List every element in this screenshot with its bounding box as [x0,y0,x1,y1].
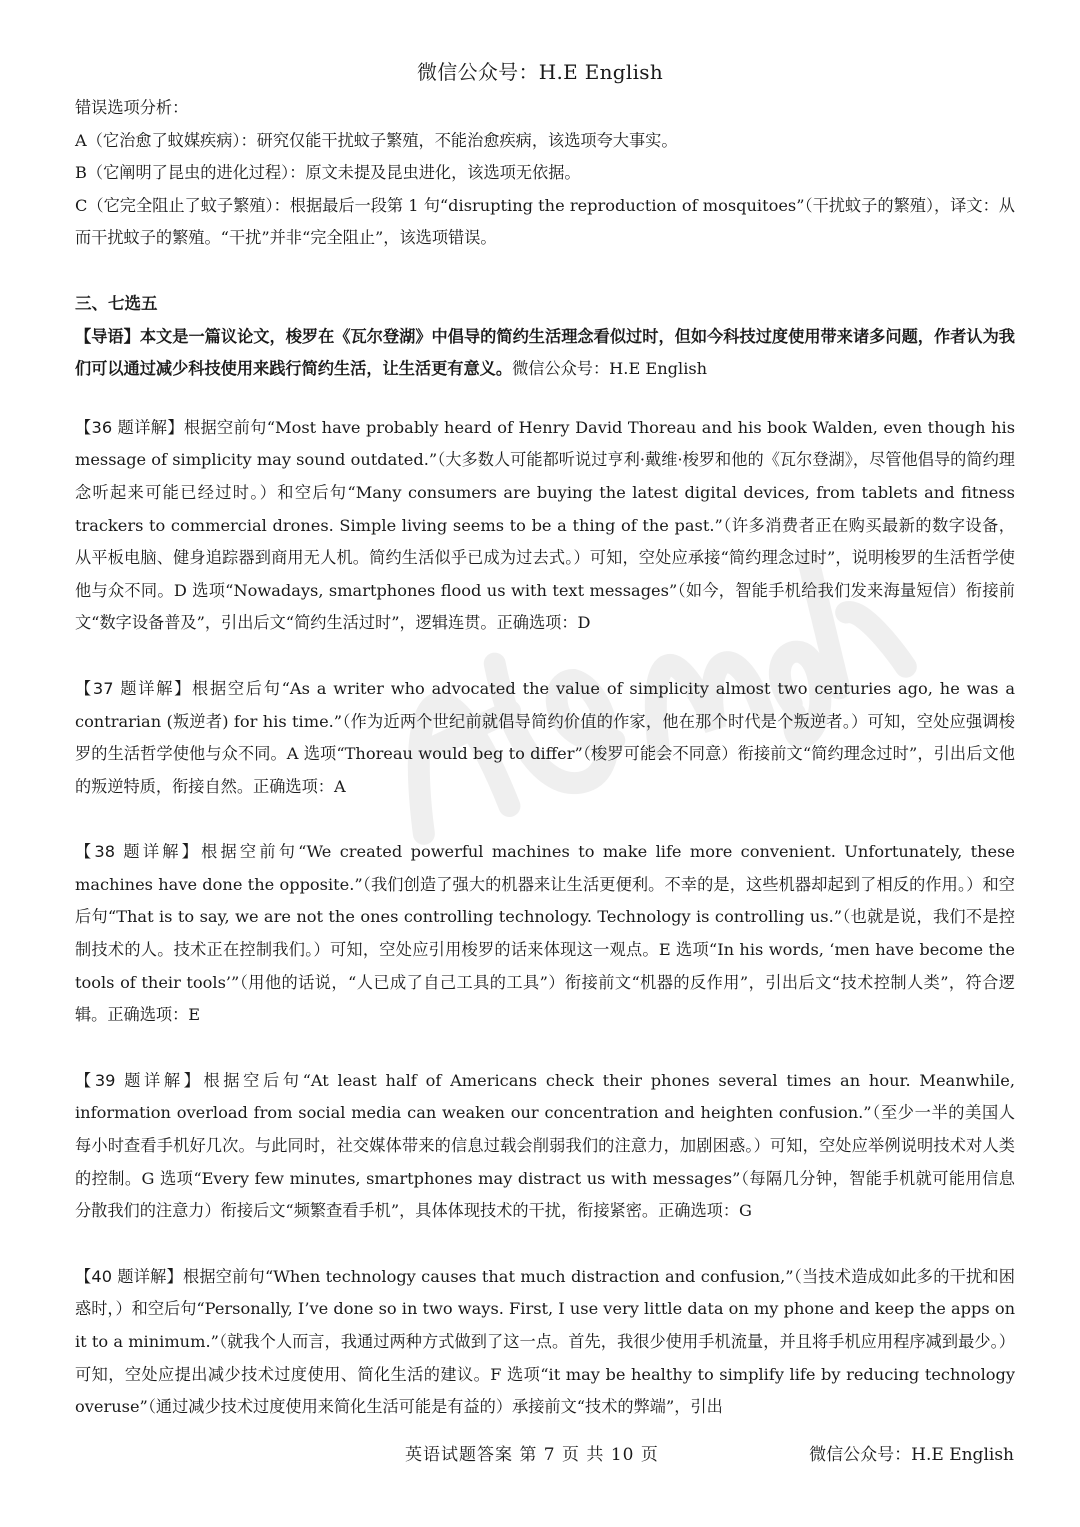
question-37-text: 根据空后句“As a writer who advocated the value of simplicity almost two centuries ago, he was a contrarian (叛逆者) for his time.”（作为近两个世纪前就倡导简约价值的作家，他在那个时代是个叛逆者。）可知，空处应强调梭罗的生活哲学使他与众不同。A 选项“Thoreau would beg to differ”（梭罗可能会不同意）衔接前文“简约理念过时”，引出后文他的叛逆特质，衔接自然。正确选项：A [75,678,1015,796]
question-37-detail [75,673,1015,803]
question-37-label: 【37 题详解】 [75,678,193,698]
section-title: 三、七选五 [75,293,158,313]
question-39-text: 根据空后句“At least half of Americans check their phones several times an hour. Meanwhile, information overload from social media can weaken our concentration and heighten confusion.”（至少一半的美国人每小时查看手机好几次。与此同时，社交媒体带来的信息过载会削弱我们的注意力，加剧困惑。）可知，空处应举例说明技术对人类的控制。G 选项“Every few minutes, smartphones may distract us with messages”（每隔几分钟，智能手机就可能用信息分散我们的注意力）衔接后文“频繁查看手机”，具体体现技术的干扰，衔接紧密。正确选项：G [75,1070,1015,1221]
question-38-label: 【38 题详解】 [75,842,202,862]
wrong-option-a: A（它治愈了蚊媒疾病）：研究仅能干扰蚊子繁殖，不能治愈疾病，该选项夸大事实。 [75,130,678,150]
page-number: 英语试题答案 第 7 页 共 10 页 [405,1445,659,1465]
wrong-option-c: C（它完全阻止了蚊子繁殖）：根据最后一段第 1 句“disrupting the reproduction of mosquitoes”（干扰蚊子的繁殖），译文：从而干扰蚊子的繁殖。“干扰”并非“完全阻止”，该选项错误。 [75,195,1015,248]
wrong-option-b: B（它阐明了昆虫的进化过程）：原文未提及昆虫进化，该选项无依据。 [75,163,581,183]
page-header: 微信公众号：H.E English [416,60,664,84]
question-39-detail [75,1065,1015,1228]
footer-account: 微信公众号：H.E English [809,1445,1014,1465]
page-footer [0,1440,1080,1470]
question-36-detail [75,412,1015,640]
question-36-label: 【36 题详解】 [75,417,184,437]
wrong-options-heading: 错误选项分析： [75,98,189,117]
question-39-label: 【39 题详解】 [75,1070,204,1090]
intro-account: 微信公众号：H.E English [512,359,708,379]
section-intro [75,321,1015,386]
intro-lead: 【导语】本文是一篇议论文，梭罗在《瓦尔登湖》中倡导的简约生活理念看似过时，但如今科技过度使用带来诸多问题，作者认为我们可以通过减少科技使用来践行简约生活，让生活更有意义。 [75,326,1015,379]
question-40-detail [75,1261,1015,1424]
question-38-detail [75,836,1015,1032]
question-36-text: 根据空前句“Most have probably heard of Henry David Thoreau and his book Walden, even though his message of simplicity may sound outdated.”（大多数人可能都听说过亨利·戴维·梭罗和他的《瓦尔登湖》，尽管他倡导的简约理念听起来可能已经过时。）和空后句“Many consumers are buying the latest digital devices, from tablets and fitness trackers to commercial drones. Simple living seems to be a thing of the past.”（许多消费者正在购买最新的数字设备，从平板电脑、健身追踪器到商用无人机。简约生活似乎已成为过去式。）可知，空处应承接“简约理念过时”，说明梭罗的生活哲学使他与众不同。D 选项“Nowadays, smartphones flood us with text messages”（如今，智能手机给我们发来海量短信）衔接前文“数字设备普及”，引出后文“简约生活过时”，逻辑连贯。正确选项：D [75,417,1015,633]
question-38-text: 根据空前句“We created powerful machines to make life more convenient. Unfortunately, these machines have done the opposite.”（我们创造了强大的机器来让生活更便利。不幸的是，这些机器却起到了相反的作用。）和空后句“That is to say, we are not the ones controlling technology. Technology is controlling us.”（也就是说，我们不是控制技术的人。技术正在控制我们。）可知，空处应引用梭罗的话来体现这一观点。E 选项“In his words, ‘men have become the tools of their tools’”（用他的话说，“人已成了自己工具的工具”）衔接前文“机器的反作用”，引出后文“技术控制人类”，符合逻辑。正确选项：E [75,842,1015,1025]
question-40-text: 根据空前句“When technology causes that much distraction and confusion,”（当技术造成如此多的干扰和困惑时，）和空后句“Personally, I’ve done so in two ways. First, I use very little data on my phone and keep the apps on it to a minimum.”（就我个人而言，我通过两种方式做到了这一点。首先，我很少使用手机流量，并且将手机应用程序减到最少。）可知，空处应提出减少技术过度使用、简化生活的建议。F 选项“it may be healthy to simplify life by reducing technology overuse”（通过减少技术过度使用来简化生活可能是有益的）承接前文“技术的弊端”，引出 [75,1266,1015,1417]
question-40-label: 【40 题详解】 [75,1266,183,1286]
answer-content [75,92,1015,1424]
